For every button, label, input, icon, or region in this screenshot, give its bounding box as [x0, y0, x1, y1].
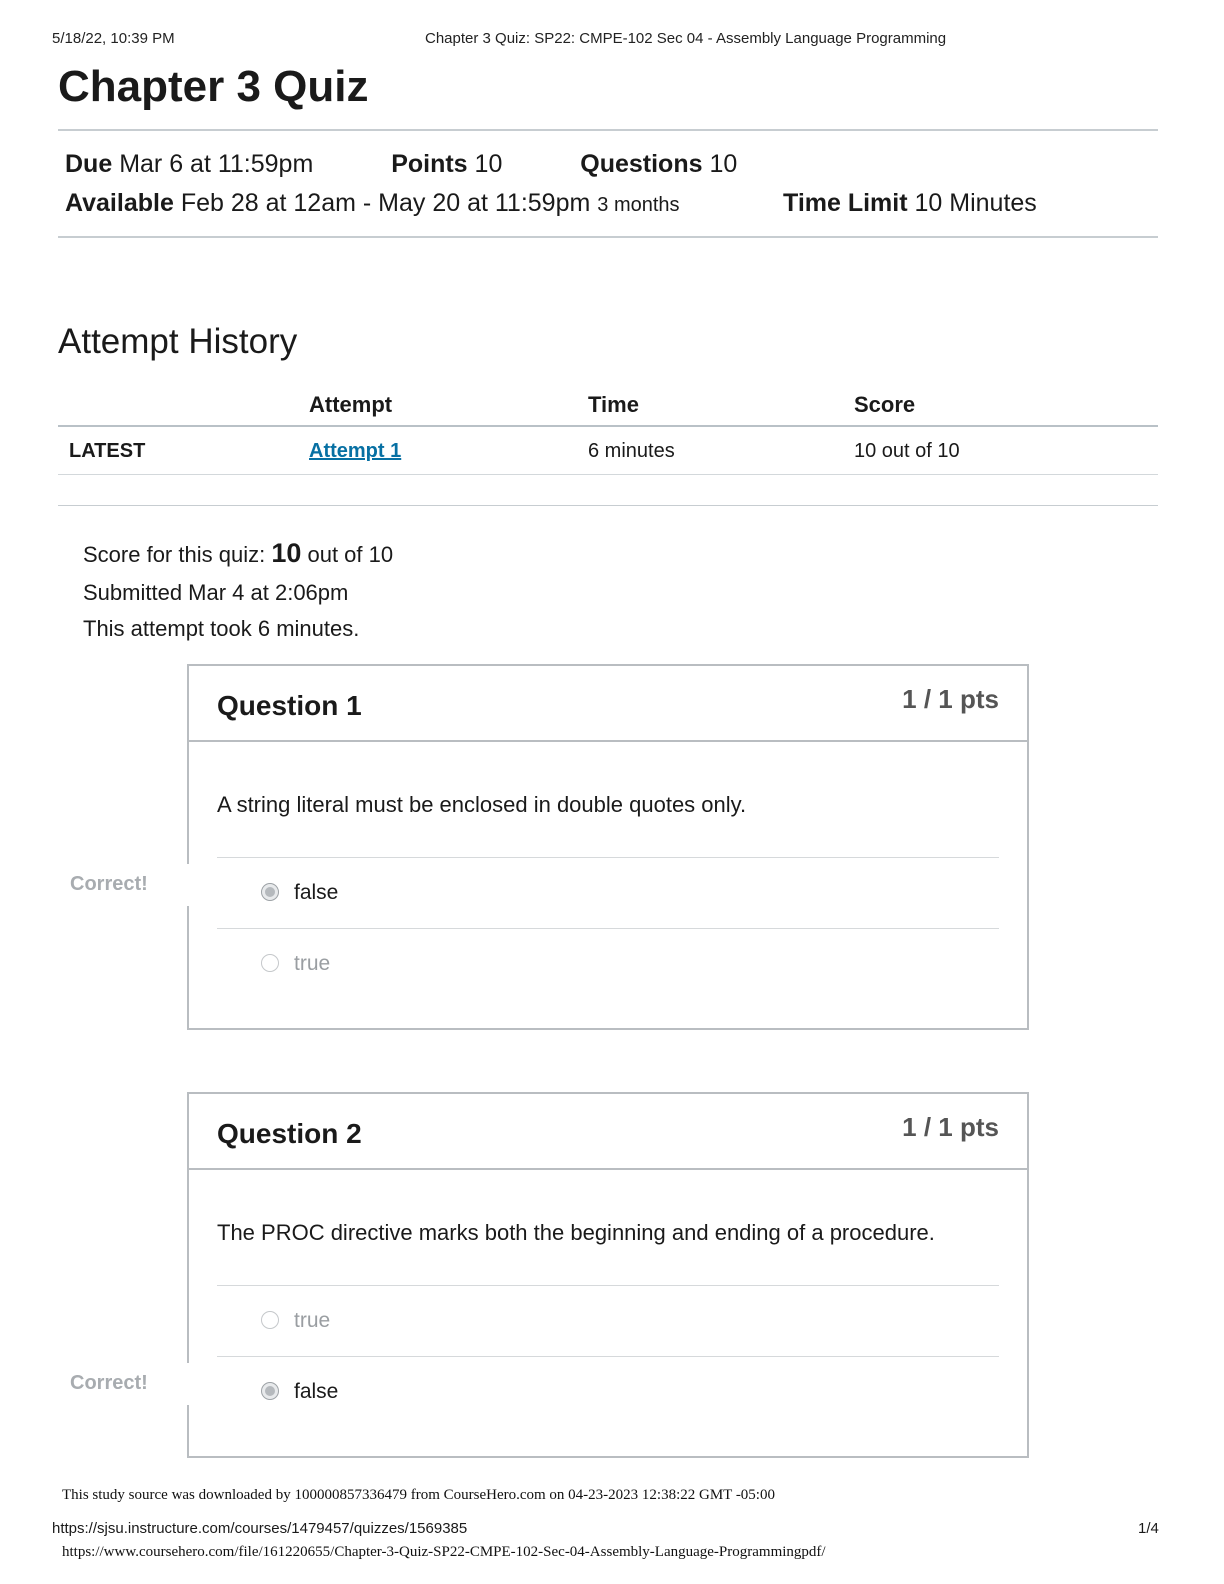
question-card — [187, 664, 1029, 1030]
print-date: 5/18/22, 10:39 PM — [52, 30, 175, 47]
due-value: Mar 6 at 11:59pm — [119, 150, 314, 178]
correct-answer-label: Correct! — [70, 1372, 148, 1394]
question-text: The PROC directive marks both the beginning and ending of a procedure. — [217, 1220, 935, 1245]
question-card — [187, 1092, 1029, 1458]
submitted-text: Submitted Mar 4 at 2:06pm — [83, 580, 349, 605]
radio-unselected-icon[interactable] — [261, 1311, 279, 1329]
attempt-link[interactable]: Attempt 1 — [309, 440, 402, 462]
time-limit-value: 10 Minutes — [914, 189, 1037, 217]
column-header-attempt: Attempt — [309, 392, 393, 417]
time-limit-label: Time Limit — [783, 189, 908, 217]
points-label: Points — [391, 150, 468, 178]
answer-divider — [217, 1356, 999, 1357]
answer-divider — [217, 1285, 999, 1286]
answer-label: false — [294, 1380, 339, 1403]
column-header-time: Time — [588, 392, 639, 417]
question-points: 1 / 1 pts — [902, 1112, 999, 1142]
answer-divider — [217, 928, 999, 929]
radio-unselected-icon[interactable] — [261, 954, 279, 972]
available-value: Feb 28 at 12am - May 20 at 11:59pm — [180, 189, 591, 217]
page-number: 1/4 — [1138, 1520, 1159, 1537]
questions-label: Questions — [580, 150, 703, 178]
score-value: 10 — [271, 538, 302, 568]
radio-selected-icon[interactable] — [261, 883, 279, 901]
points-value: 10 — [474, 150, 503, 178]
table-header-divider — [58, 425, 1158, 427]
answer-label: true — [294, 952, 331, 975]
question-text: A string literal must be enclosed in double quotes only. — [217, 792, 747, 817]
question-title: Question 2 — [217, 1118, 362, 1149]
table-row-divider — [58, 474, 1158, 475]
divider — [58, 505, 1158, 506]
attempt-duration-text: This attempt took 6 minutes. — [83, 616, 360, 641]
available-duration: 3 months — [597, 194, 680, 216]
question-points: 1 / 1 pts — [902, 684, 999, 714]
due-label: Due — [65, 150, 113, 178]
quiz-meta-row-1 — [65, 150, 737, 179]
attempt-score: 10 out of 10 — [854, 440, 960, 462]
available-label: Available — [65, 189, 174, 217]
questions-value: 10 — [709, 150, 738, 178]
coursehero-url: https://www.coursehero.com/file/161220655/Chapter-3-Quiz-SP22-CMPE-102-Sec-04-Assembly-Language-Programmingpdf/ — [62, 1544, 826, 1560]
correct-answer-label: Correct! — [70, 873, 148, 895]
question-header — [189, 666, 1027, 742]
attempt-history-title: Attempt History — [58, 322, 298, 361]
question-title: Question 1 — [217, 690, 362, 721]
quiz-title: Chapter 3 Quiz — [58, 62, 369, 111]
answer-divider — [217, 857, 999, 858]
latest-label: LATEST — [69, 440, 146, 462]
column-header-score: Score — [854, 392, 916, 417]
time-limit — [783, 189, 1037, 218]
question-header — [189, 1094, 1027, 1170]
divider — [58, 129, 1158, 131]
quiz-meta-row-2 — [65, 189, 680, 218]
score-summary — [83, 538, 393, 569]
divider — [58, 236, 1158, 238]
score-suffix: out of 10 — [307, 542, 394, 567]
study-source-notice: This study source was downloaded by 100000857336479 from CourseHero.com on 04-23-2023 12:38:22 GMT -05:00 — [62, 1487, 775, 1503]
attempt-time: 6 minutes — [588, 440, 675, 462]
page-url: https://sjsu.instructure.com/courses/1479457/quizzes/1569385 — [52, 1520, 468, 1537]
print-doc-title: Chapter 3 Quiz: SP22: CMPE-102 Sec 04 - Assembly Language Programming — [425, 30, 947, 47]
answer-label: true — [294, 1309, 331, 1332]
score-prefix: Score for this quiz: — [83, 542, 266, 567]
radio-selected-icon[interactable] — [261, 1382, 279, 1400]
answer-label: false — [294, 881, 339, 904]
